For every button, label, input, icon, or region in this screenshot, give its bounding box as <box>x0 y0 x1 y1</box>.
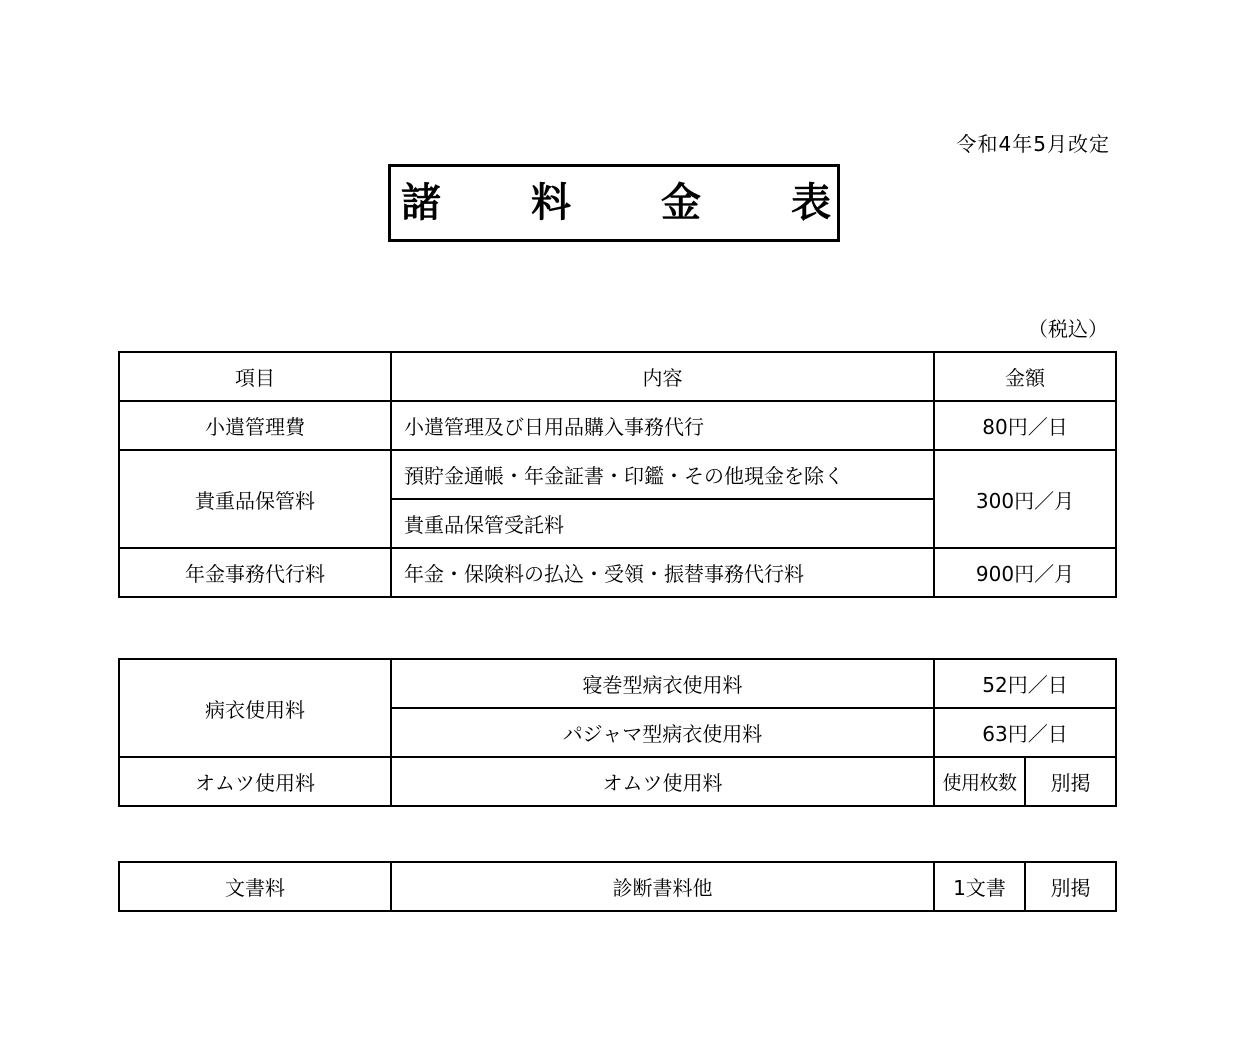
fee-content: 小遣管理及び日用品購入事務代行 <box>391 401 934 450</box>
table-row <box>119 757 1116 806</box>
table-header-row <box>119 352 1116 401</box>
fee-amount: 80円／日 <box>934 401 1116 450</box>
fee-content: オムツ使用料 <box>391 757 934 806</box>
clothing-table <box>118 658 1117 807</box>
header-item: 項目 <box>119 352 391 401</box>
fee-item: 小遣管理費 <box>119 401 391 450</box>
fee-table <box>118 351 1117 598</box>
fee-content: 診断書料他 <box>391 862 934 911</box>
fee-item: 年金事務代行料 <box>119 548 391 597</box>
fee-content: 寝巻型病衣使用料 <box>391 659 934 708</box>
fee-item: 文書料 <box>119 862 391 911</box>
table-row <box>119 548 1116 597</box>
title-char: 諸 <box>401 180 441 226</box>
revision-date: 令和4年5月改定 <box>956 132 1110 156</box>
page-title <box>388 164 840 242</box>
fee-amount: 別掲 <box>1025 757 1116 806</box>
fee-amount: 別掲 <box>1025 862 1116 911</box>
fee-content: 預貯金通帳・年金証書・印鑑・その他現金を除く <box>391 450 934 499</box>
fee-content: 貴重品保管受託料 <box>391 499 934 548</box>
title-char: 料 <box>531 180 571 226</box>
fee-amount: 52円／日 <box>934 659 1116 708</box>
tax-note: （税込） <box>1028 317 1108 341</box>
title-char: 金 <box>661 180 701 226</box>
fee-item: オムツ使用料 <box>119 757 391 806</box>
table-row <box>119 450 1116 499</box>
fee-item: 貴重品保管料 <box>119 450 391 548</box>
fee-amount: 300円／月 <box>934 450 1116 548</box>
header-content: 内容 <box>391 352 934 401</box>
fee-item: 病衣使用料 <box>119 659 391 757</box>
fee-amount: 900円／月 <box>934 548 1116 597</box>
table-row <box>119 401 1116 450</box>
fee-amount: 63円／日 <box>934 708 1116 757</box>
title-char: 表 <box>791 180 831 226</box>
document-table <box>118 861 1117 912</box>
table-row <box>119 862 1116 911</box>
table-row <box>119 659 1116 708</box>
fee-content: 年金・保険料の払込・受領・振替事務代行料 <box>391 548 934 597</box>
fee-content: パジャマ型病衣使用料 <box>391 708 934 757</box>
fee-unit: 使用枚数 <box>934 757 1025 806</box>
fee-unit: 1文書 <box>934 862 1025 911</box>
header-amount: 金額 <box>934 352 1116 401</box>
